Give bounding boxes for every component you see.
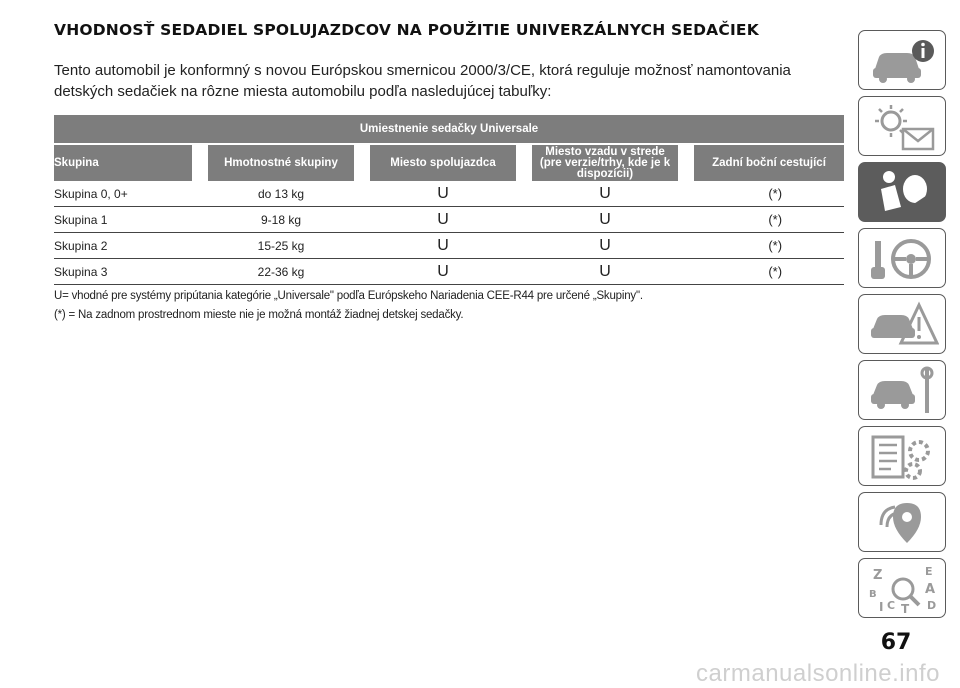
technical-data-icon (867, 431, 939, 483)
cell-passenger: U (362, 233, 524, 259)
alphabetical-index-icon (867, 563, 939, 615)
cell-rear-center: U (524, 233, 686, 259)
header-rear-center: Miesto vzadu v strede (pre verzie/trhy, kde je k dispozícii) (524, 144, 686, 181)
index-letter: D (927, 599, 937, 612)
watermark: carmanualsonline.info (696, 660, 940, 687)
cell-rear-center: U (524, 181, 686, 207)
header-passenger-seat: Miesto spolujazdca (362, 144, 524, 181)
cell-rear-side: (*) (686, 181, 844, 207)
index-letter: I (879, 600, 884, 614)
index-letter: B (869, 589, 877, 600)
cell-passenger: U (362, 207, 524, 233)
index-letter: T (901, 602, 910, 615)
index-letter: C (887, 599, 896, 612)
cell-weight: 15-25 kg (200, 233, 362, 259)
header-weight: Hmotnostné skupiny (200, 144, 362, 181)
multimedia-icon (867, 497, 939, 549)
cell-rear-center: U (524, 259, 686, 285)
tab-warning-lights[interactable] (858, 96, 946, 156)
note-rear-center: (*) = Na zadnom prostrednom mieste nie je možná montáž žiadnej detskej sedačky. (54, 309, 464, 321)
tab-technical-data[interactable] (858, 426, 946, 486)
cell-group: Skupina 2 (54, 233, 200, 259)
tab-safety[interactable] (858, 162, 946, 222)
header-rear-side: Zadní boční cestující (686, 144, 844, 181)
index-letter: Z (873, 568, 883, 583)
index-letter: A (925, 582, 936, 597)
cell-rear-side: (*) (686, 259, 844, 285)
cell-weight: do 13 kg (200, 181, 362, 207)
warning-lights-icon (867, 101, 939, 153)
intro-paragraph: Tento automobil je konformný s novou Európskou smernicou 2000/3/CE, ktorá reguluje možnosť namontovania detských sedačiek na rôzne miesta automobilu podľa nasledujúcej tabuľky: (54, 62, 791, 100)
cell-group: Skupina 1 (54, 207, 200, 233)
cell-passenger: U (362, 259, 524, 285)
header-group: Skupina (54, 144, 200, 181)
cell-rear-side: (*) (686, 233, 844, 259)
cell-rear-side: (*) (686, 207, 844, 233)
table-notes (54, 287, 834, 325)
tab-index[interactable] (858, 558, 946, 618)
steering-wheel-icon (867, 233, 939, 285)
car-info-icon (867, 35, 939, 87)
table-span-header: Umiestnenie sedačky Universale (54, 115, 844, 144)
section-title: VHODNOSŤ SEDADIEL SPOLUJAZDCOV NA POUŽITIE UNIVERZÁLNYCH SEDAČIEK (54, 21, 759, 39)
airbag-safety-icon (867, 167, 939, 219)
emergency-warning-icon (867, 299, 939, 351)
index-letter: E (925, 565, 933, 578)
child-seat-table (54, 115, 844, 285)
note-universal: U= vhodné pre systémy pripútania kategórie „Universale" podľa Európskeho Nariadenia CEE-R44 pre určené „Skupiny". (54, 290, 643, 302)
page-number: 67 (880, 630, 912, 655)
cell-group: Skupina 0, 0+ (54, 181, 200, 207)
tab-car-info[interactable] (858, 30, 946, 90)
car-maintenance-icon (867, 365, 939, 417)
tab-maintenance[interactable] (858, 360, 946, 420)
table-row (54, 233, 844, 259)
tab-emergency[interactable] (858, 294, 946, 354)
tab-steering[interactable] (858, 228, 946, 288)
table-row (54, 207, 844, 233)
cell-group: Skupina 3 (54, 259, 200, 285)
cell-weight: 9-18 kg (200, 207, 362, 233)
tab-multimedia[interactable] (858, 492, 946, 552)
cell-weight: 22-36 kg (200, 259, 362, 285)
table-row (54, 259, 844, 285)
cell-rear-center: U (524, 207, 686, 233)
table-row (54, 181, 844, 207)
cell-passenger: U (362, 181, 524, 207)
